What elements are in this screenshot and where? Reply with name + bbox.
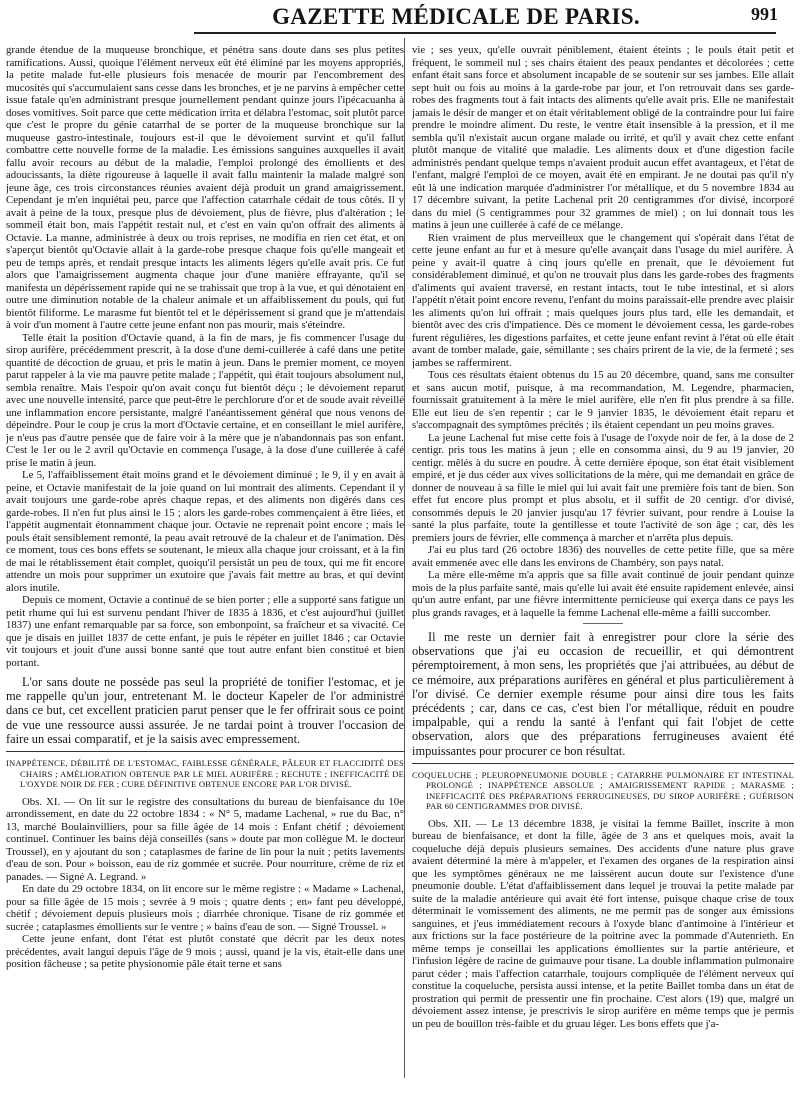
paragraph: grande étendue de la muqueuse bronchique, et pénétra sans doute dans ses plus petites ramifications. Aussi, quoique l'élément nerveux eût été éliminé par les moyens appropriés, la petite malade fut-elle plusieurs fois menacée de mourir par l'encombrement des mucosités qui s'accumulaient sans cesse dans les bronches, et je ne parvins à empêcher cette issue fatale qu'en administrant presque journellement pendant quinze jours l'ipécacuanha à doses vomitives. Soit parce que cette médication irrita et délabra l'estomac, soit plutôt parce que c'est le propre du génie catarrhal de se porter de la muqueuse bronchique sur la muqueuse gastro-intestinale, toujours est-il que le dévoiement survint et qu'il fallut combattre cette nouvelle forme de la maladie. Les émissions sanguines auxquelles il avait fallu avoir recours au début de la maladie, l'emploi prolongé des émollients et des adoucissants, la diète rigoureuse à laquelle il avait fallu maintenir la malade malgré son jeune âge, ces trois circonstances réunies avaient déjà produit un grand amaigrissement. Cependant je m'en inquiétai peu, parce que l'affection catarrhale cédait de tous côtés. Il y avait à peine de la toux, presque plus de dévoiement, plus de fièvre, plus d'altération ; le sommeil était bon, mais l'appétit restait nul, et c'est en vain qu'on offrait des aliments à Octavie. La manne, administrée à deux ou trois reprises, ne modifia en rien cet état, et on s'aperçut bientôt qu'Octavie allait à la garde-robe presque chaque fois qu'elle mangeait et peu de temps après, et rendait presque intacts les aliments légers qu'elle avait pris. Ce fut alors que l'amaigrissement augmenta chaque jour d'une manière effrayante, qu'il se manifesta un dépérissement rapide qui ne se trahissait que trop à la vue, et qui dénotaient en outre une diminution notable de la chaleur animale et un affaiblissement du pouls, qui fut bientôt filiforme. Le marasme fut bientôt tel et le dépérissement si grand que je m'attendais à voir d'un moment à l'autre cette jeune enfant non pas mourir, mais s'éteindre.	[6, 44, 404, 331]
observation-summary: COQUELUCHE ; PLEUROPNEUMONIE DOUBLE ; CATARRHE PULMONAIRE ET INTESTINAL PROLONGÉ ; INAPPÉTENCE ABSOLUE ; AMAIGRISSEMENT RAPIDE ; MARASME ; INEFFICACITÉ DES PRÉPARATIONS FERRUGINEUSES, DU SIROP AURIFÈRE ; GUÉRISON PAR 60 CENTIGRAMMES D'OR DIVISÉ.	[412, 769, 794, 812]
paragraph: J'ai eu plus tard (26 octobre 1836) des nouvelles de cette petite fille, que sa mère avait emmenée avec elle dans les environs de Chambéry, son pays natal.	[412, 544, 794, 569]
paragraph: L'or sans doute ne possède pas seul la propriété de tonifier l'estomac, et je me rappelle qu'un jour, entretenant M. le docteur Kapeler de l'or administré dans ce but, cet excellent praticien parut penser que le fer offrirait sous ce point de vue une ressource aussi assurée. Je ne tardai point à trouver l'occasion de faire un essai comparatif, et je la saisis avec empressement.	[6, 675, 404, 746]
section-divider	[412, 763, 794, 764]
observation-paragraph: Obs. XI. — On lit sur le registre des consultations du bureau de bienfaisance du 10e arrondissement, en date du 22 octobre 1834 : « N° 5, madame Lachenal, » rue du Bac, n° 13, marché Boulainvilliers, pour sa fille âgée de 14 mois : Enfant chétif ; dévoiement continuel. Continuer les bains déjà conseillés (sans » doute par mon collègue M. le docteur Troussel), en y ajoutant du son ; cataplasmes de farine de lin pour la nuit ; petits lavements d'eau de son. Pour » boisson, eau de riz gommée et sucrée. Pour nourriture, crème de riz et panades. — Signé A. Legrand. »	[6, 795, 404, 883]
paragraph: vie ; ses yeux, qu'elle ouvrait péniblement, étaient éteints ; le pouls était petit et fréquent, le sommeil nul ; ses chairs étaient des peaux pendantes et décolorées ; cette enfant était sans force et absolument incapable de se soutenir sur ses jambes. Elle allait sept huit ou fois au moins à la garde-robe par jour, et l'on retrouvait dans ses garde-robes des fragments tout à fait intacts des aliments qu'elle avait pris. Elle ne manifestait jamais le désir de manger et on était véritablement obligé de la contraindre pour lui faire prendre le moindre aliment. Du reste, le ventre était insensible à la pression, et il me sembla qu'il n'existait aucun organe malade ou irrité, et qu'il y avait chez cette enfant plutôt manque de vitalité que maladie. Les aliments doux et d'une digestion facile administrés pendant quelque temps n'avaient produit aucun effet avantageux, et l'état de l'enfant, malgré l'emploi de ce moyen, avait été en empirant. Je ne doutai pas qu'il n'y eût là une indication marquée d'administrer l'or métallique, et du 5 novembre 1834 au 17 décembre suivant, la petite Lachenal prit 20 centigrammes d'or divisé, incorporé dans du miel (5 centigrammes pour 32 grammes de miel) ; on lui donnait tous les matins à jeun une cuillerée à café de ce mélange.	[412, 44, 794, 231]
paragraph: La jeune Lachenal fut mise cette fois à l'usage de l'oxyde noir de fer, à la dose de 2 centigr. pris tous les matins à jeun ; elle en consomma ainsi, du 9 au 19 janvier, 20 centigr. mêlés à du sucre en poudre. À cette dernière époque, son état était visiblement empiré, et je dus céder aux vives sollicitations de la mère, qui me demandait en grâce de donner de nouveau à sa fille le miel qui lui avait fait une première fois tant de bien. Son effet fut encore plus prompt et plus absolu, et il suffit de 20 centigr. d'or divisé, consommés depuis le 20 janvier jusqu'au 17 février suivant, pour rendre à Louise la santé la plus parfaite, toute la gentillesse et toute l'activité de son âge ; car, dès les premiers jours de février, elle commença à marcher et n'arrêta plus depuis.	[412, 431, 794, 544]
column-divider	[404, 38, 405, 1078]
observation-summary: INAPPÉTENCE, DÉBILITÉ DE L'ESTOMAC, FAIBLESSE GÉNÉRALE, PÂLEUR ET FLACCIDITÉ DES CHAIRS ; AMÉLIORATION OBTENUE PAR LE MIEL AURIFÈRE ; RECHUTE ; INEFFICACITÉ DE L'OXYDE NOIR DE FER ; CURE DÉFINITIVE OBTENUE ENCORE PAR L'OR DIVISÉ.	[6, 758, 404, 790]
observation-paragraph: Obs. XII. — Le 13 décembre 1838, je visitai la femme Baillet, inscrite à mon bureau de bienfaisance, et dont la fille, âgée de 3 ans et quelques mois, avait la coqueluche déjà depuis plusieurs semaines. Des accidents d'une nature plus grave avaient déterminé la mère à m'appeler, et l'examen des organes de la respiration ainsi que les symptômes généraux ne me laissèrent aucun doute sur l'existence d'une pneumonie double. L'état d'affaiblissement dans lequel je trouvai la petite malade par suite de la maladie antérieure qui avait été fort intense, puisque chaque crise de toux déterminait le vomissement des aliments, ne me permit pas de songer aux émissions sanguines, et j'eus immédiatement recours à l'oxyde blanc d'antimoine à l'intérieur et aux frictions sur la face postérieure de la poitrine avec la pommade d'Autenrieth. En même temps je conseillai les applications émollientes sur la partie antérieure, et l'infusion légère de racine de guimauve pour tisane. La double inflammation pulmonaire parut céder ; mais l'affection catarrhale, toujours compliquée de l'élément nerveux qui constitue la coqueluche, persista aussi intense, et la petite Baillet tomba dans un état de prostration qui permit de pressentir une fin prochaine. C'est alors (19) que, malgré un dévoiement assez intense, je prescrivis le sirop aurifère en même temps que je permis un peu de bouillon très-faible et du gruau léger. Les bons effets que j'a-	[412, 817, 794, 1030]
paragraph: Telle était la position d'Octavie quand, à la fin de mars, je fis commencer l'usage du sirop aurifère, précédemment prescrit, à la dose d'une demi-cuillerée à café dans une petite quantité de décoction de gruau, et pris le matin à jeun. Dans le premier moment, ce moyen parut rappeler à la vie ma pauvre petite malade ; l'appétit, qui était toujours absolument nul, sembla renaître. Mais l'espoir qu'on avait conçu fut bientôt déçu ; le dévoiement reparut avec une nouvelle intensité, parce que peut-être le perchlorure d'or et de soude avait réveillé une inflammation encore persistante, malgré l'anéantissement général que nous venons de dépeindre. Pour le coup je crus la mort d'Octavie certaine, et en conseillant le miel aurifère, je n'eus pas d'autre pensée que de faire voir à la mère que je n'abandonnais pas son enfant. C'est le 1er ou le 2 avril qu'Octavie en commença l'usage, à la dose d'une cuillerée à café prise le matin à jeun.	[6, 331, 404, 469]
paragraph: Le 5, l'affaiblissement était moins grand et le dévoiement diminué ; le 9, il y en avait à peine, et Octavie manifestait de la joie quand on lui montrait des aliments. Cependant il y avait toujours une garde-robe après chaque repas, et des aliments non digérés dans ces garde-robes. Il n'en fut plus ainsi le 15 ; alors les garde-robes commençaient à être liées, et l'appétit augmentait étonnamment chaque jour. Octavie ne reprenait point encore ; mais le pouls était sensiblement remonté, la peau avait retrouvé de la chaleur et de l'animation. Dès ce moment, tous ces bons effets se soutenant, le mieux alla chaque jour croissant, et à la fin de mai le rétablissement était complet, quoiqu'il persistât un peu de toux, qui me fit encore attendre un mois pour supprimer un exutoire que j'avais fait mettre au bras, et qui devint alors inutile.	[6, 469, 404, 594]
right-column	[412, 44, 794, 1092]
page-number: 991	[751, 4, 778, 24]
section-divider	[6, 751, 404, 752]
paragraph: Cette jeune enfant, dont l'état est plutôt constaté que décrit par les deux notes précédentes, avait langui depuis l'âge de 9 mois ; aussi, quand je la vis, était-elle dans une position fâcheuse ; sa petite physionomie pâle était terne et sans	[6, 933, 404, 971]
journal-title: GAZETTE MÉDICALE DE PARIS.	[272, 4, 640, 29]
paragraph: En date du 29 octobre 1834, on lit encore sur le même registre : « Madame » Lachenal, pour sa fille âgée de 15 mois ; sevrée à 9 mois ; quatre dents ; en» fant peu développé, chétif ; dévoiement depuis plusieurs mois ; diarrhée chronique. Tisane de riz gommée et sucrée ; cataplasmes émollients sur le ventre ; » bains d'eau de son. — Signé Troussel. »	[6, 883, 404, 933]
separator-rule	[583, 623, 623, 624]
paragraph: Rien vraiment de plus merveilleux que le changement qui s'opérait dans l'état de cette jeune enfant au fur et à mesure qu'elle avançait dans l'usage du miel aurifère. À peine y avait-il quatre à cinq jours qu'elle en prenait, que le dévoiement fut considérablement diminué, et qu'on ne trouvait plus dans les garde-robes des fragments d'aliments qui avaient traversé, en restant intacts, tout le tube intestinal, et si alors l'appétit n'était point encore revenu, l'enfant du moins paraissait-elle prendre avec plaisir les aliments qu'on lui offrait ; mais quelques jours plus tard, elle les demandait, et bientôt avec des cris d'impatience. Dès ce moment le dévoiement cessa, les garde-robes furent régulières, les digestions parfaites, et cette jeune enfant revint à l'état où elle était avant de tomber malade, gaie, sémillante ; ses chairs prirent de la vie, de la fermeté ; ses jambes se raffermirent.	[412, 231, 794, 369]
paragraph: La mère elle-même m'a appris que sa fille avait continué de jouir pendant quinze mois de la plus parfaite santé, mais qu'elle lui avait été ensuite rapidement enlevée, ainsi qu'un autre enfant, par une fièvre intermittente pernicieuse qui exerça dans ce pays les plus grands ravages, et à laquelle la femme Lachenal elle-même a failli succomber.	[412, 569, 794, 619]
header-rule	[194, 32, 776, 34]
paragraph: Tous ces résultats étaient obtenus du 15 au 20 décembre, quand, sans me consulter et sans aucun motif, puisque, à ma recommandation, M. Legendre, pharmacien, fournissait gratuitement à la mère le miel aurifère, elle n'en fit plus prendre à sa fille. Elle eut lieu de s'en repentir ; car le 9 janvier 1835, le dévoiement était reparu et s'accompagnait des symptômes précités ; ils étaient cependant un peu moins graves.	[412, 369, 794, 431]
page-header	[196, 4, 778, 46]
left-column	[6, 44, 404, 1092]
paragraph: Depuis ce moment, Octavie a continué de se bien porter ; elle a supporté sans fatigue un petit rhume qui lui est survenu pendant l'hiver de 1835 à 1836, et c'est aujourd'hui (juillet 1837) une enfant remarquable par sa force, son embonpoint, sa fraîcheur et sa vivacité. Ce que je disais en juillet 1837 de cette enfant, je puis le répéter en juillet 1846 ; car Octavie vit toujours et jouit d'une aussi bonne santé que tout autre enfant bien constitué et bien portant.	[6, 594, 404, 669]
paragraph: Il me reste un dernier fait à enregistrer pour clore la série des observations que j'ai eu occasion de recueillir, et qui démontrent péremptoirement, à mon sens, les propriétés que j'ai attribuées, au début de ce mémoire, aux préparations aurifères en général et plus particulièrement à l'or divisé. Ce dernier exemple résume pour ainsi dire tous les faits précédents ; car, dans ce cas, c'est bien l'or métallique, réduit en poudre impalpable, qui a rendu la santé à l'enfant qui fait l'objet de cette observation, alors que des préparations ferrugineuses avaient été impuissantes pour procurer ce bon résultat.	[412, 630, 794, 758]
